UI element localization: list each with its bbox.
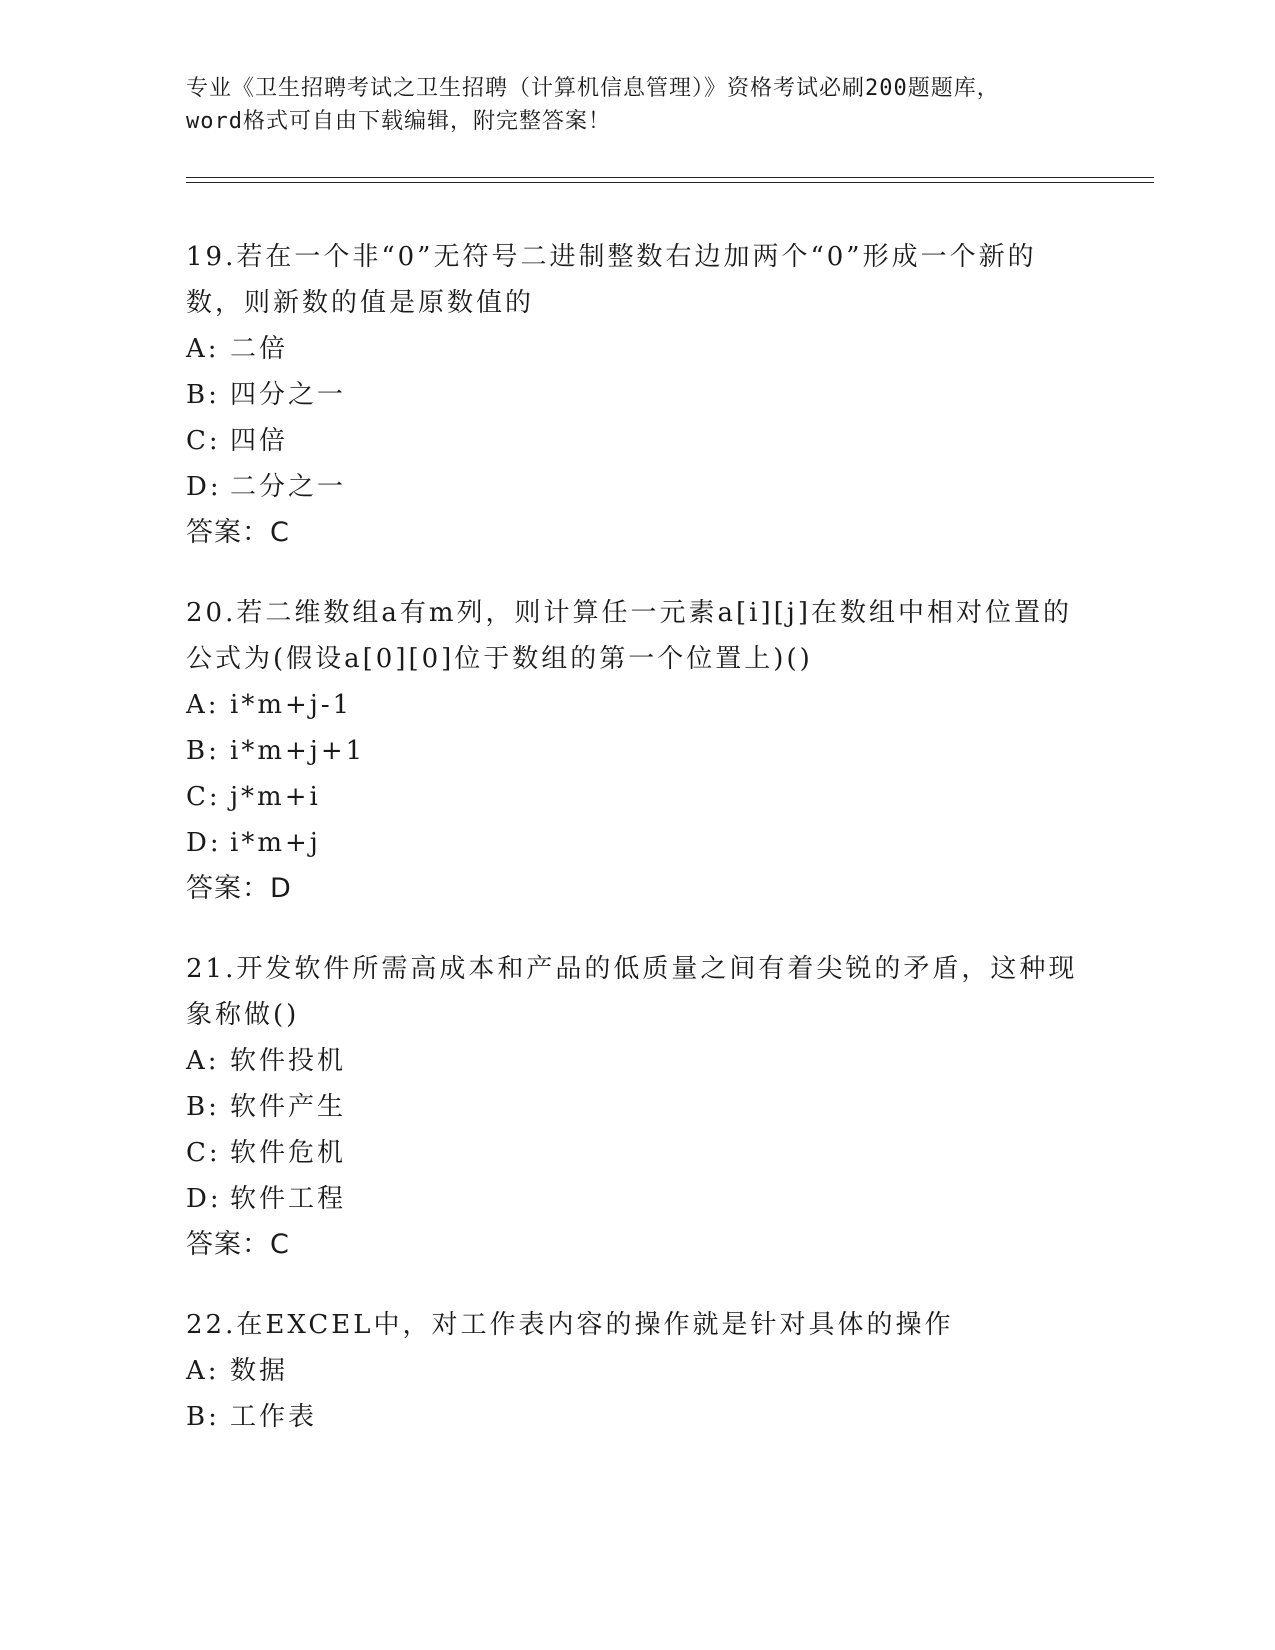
option-b: [186, 372, 1086, 418]
option-text: 二分之一: [230, 472, 347, 502]
header-divider-bottom: [186, 182, 1154, 183]
option-letter: C:: [186, 426, 221, 456]
option-text: 四倍: [230, 426, 289, 456]
option-letter: B:: [186, 1092, 220, 1122]
option-text: 软件投机: [230, 1046, 347, 1076]
option-letter: B:: [186, 1402, 220, 1432]
question-19: [186, 234, 1086, 556]
option-text: 工作表: [230, 1402, 318, 1432]
option-letter: D:: [186, 1184, 222, 1214]
option-c: [186, 1130, 1086, 1176]
question-22: [186, 1302, 1086, 1440]
option-text: 软件危机: [230, 1138, 347, 1168]
option-text: 四分之一: [230, 380, 347, 410]
option-a: [186, 682, 1086, 728]
option-text: 软件工程: [230, 1184, 347, 1214]
answer-line: 答案：D: [186, 873, 292, 904]
answer-line: 答案：C: [186, 517, 290, 548]
option-letter: A:: [186, 334, 220, 364]
option-c: [186, 774, 1086, 820]
option-a: [186, 1348, 1086, 1394]
option-b: [186, 1084, 1086, 1130]
document-header: [186, 72, 1086, 138]
option-d: [186, 464, 1086, 510]
option-letter: B:: [186, 736, 220, 766]
question-20: [186, 590, 1086, 912]
option-b: [186, 1394, 1086, 1440]
answer-line: 答案：C: [186, 1229, 290, 1260]
option-text: 软件产生: [230, 1092, 347, 1122]
header-line-2: word格式可自由下载编辑，附完整答案！: [186, 109, 611, 134]
option-text: 二倍: [230, 334, 289, 364]
question-stem: 22.在EXCEL中，对工作表内容的操作就是针对具体的操作: [186, 1310, 954, 1340]
option-letter: A:: [186, 1356, 220, 1386]
option-letter: C:: [186, 1138, 221, 1168]
option-text: 数据: [230, 1356, 289, 1386]
header-line-1: 专业《卫生招聘考试之卫生招聘（计算机信息管理）》资格考试必刷200题题库，: [186, 76, 1000, 101]
question-stem: 19.若在一个非“0”无符号二进制整数右边加两个“0”形成一个新的数，则新数的值是原数值的: [186, 242, 1037, 318]
option-b: [186, 728, 1086, 774]
option-letter: A:: [186, 1046, 220, 1076]
option-letter: D:: [186, 828, 222, 858]
option-text: i*m+j: [230, 828, 321, 858]
option-a: [186, 326, 1086, 372]
header-divider-top: [186, 177, 1154, 178]
option-d: [186, 820, 1086, 866]
question-stem: 21.开发软件所需高成本和产品的低质量之间有着尖锐的矛盾，这种现象称做(): [186, 954, 1078, 1030]
option-text: j*m+i: [230, 782, 321, 812]
question-list: [186, 234, 1086, 1474]
question-21: [186, 946, 1086, 1268]
option-letter: B:: [186, 380, 220, 410]
question-stem: 20.若二维数组a有m列，则计算任一元素a[i][j]在数组中相对位置的公式为(假设a[0][0]位于数组的第一个位置上)(): [186, 598, 1072, 674]
option-a: [186, 1038, 1086, 1084]
option-d: [186, 1176, 1086, 1222]
option-text: i*m+j+1: [230, 736, 366, 766]
option-c: [186, 418, 1086, 464]
option-text: i*m+j-1: [230, 690, 353, 720]
option-letter: C:: [186, 782, 221, 812]
option-letter: A:: [186, 690, 220, 720]
option-letter: D:: [186, 472, 222, 502]
